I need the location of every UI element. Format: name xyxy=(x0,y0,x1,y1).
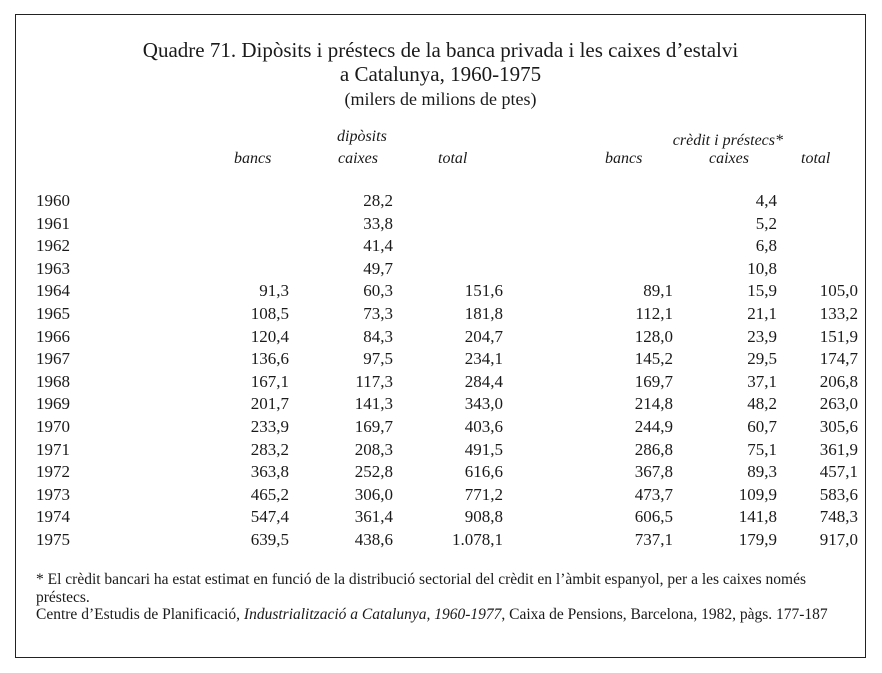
credit-savings-cell: 15,9 xyxy=(747,281,777,301)
credit-banks-cell: 244,9 xyxy=(634,416,673,436)
table-title: Quadre 71. Dipòsits i préstecs de la banca privada i les caixes d’estalvi xyxy=(142,38,739,62)
deposits-banks-cell: 465,2 xyxy=(250,484,289,504)
deposits-banks-cell: 639,5 xyxy=(250,529,289,549)
credit-banks-cell: 606,5 xyxy=(634,507,673,527)
year-cell: 1965 xyxy=(36,303,70,323)
credit-banks-cell xyxy=(503,235,673,258)
credit-savings-cell: 109,9 xyxy=(738,484,777,504)
deposits-banks-cell xyxy=(96,235,289,258)
deposits-banks-cell: 120,4 xyxy=(250,326,289,346)
deposits-total-cell: 491,5 xyxy=(464,439,503,459)
table-row xyxy=(36,416,858,439)
credit-banks-cell: 367,8 xyxy=(634,462,673,482)
credit-savings-cell: 60,7 xyxy=(747,416,777,436)
deposits-total-cell: 771,2 xyxy=(464,484,503,504)
year-cell: 1973 xyxy=(36,484,70,504)
year-cell: 1968 xyxy=(36,371,70,391)
deposits-total-cell xyxy=(393,213,503,236)
credit-savings-cell: 179,9 xyxy=(738,529,777,549)
deposits-total-cell: 403,6 xyxy=(464,416,503,436)
credit-total-cell: 457,1 xyxy=(819,462,858,482)
footnotes xyxy=(36,571,856,624)
deposits-total-cell: 343,0 xyxy=(464,394,503,414)
credit-savings-cell: 75,1 xyxy=(747,439,777,459)
table-row xyxy=(36,506,858,529)
credit-banks-cell: 286,8 xyxy=(634,439,673,459)
deposits-total-cell: 151,6 xyxy=(464,281,503,301)
table-row xyxy=(36,484,858,507)
year-cell: 1960 xyxy=(36,191,70,210)
credit-banks-cell xyxy=(503,213,673,236)
deposits-savings-cell: 117,3 xyxy=(355,371,393,391)
credit-savings-cell: 29,5 xyxy=(747,349,777,369)
deposits-total-cell: 616,6 xyxy=(464,462,503,482)
header-credit-savings: caixes xyxy=(709,150,749,167)
deposits-banks-cell: 547,4 xyxy=(250,507,289,527)
deposits-banks-cell xyxy=(96,213,289,236)
credit-savings-cell: 5,2 xyxy=(755,213,777,233)
header-deposits-total: total xyxy=(438,150,468,167)
credit-banks-cell: 737,1 xyxy=(634,529,673,549)
deposits-savings-cell: 361,4 xyxy=(354,507,393,527)
footnote-credit: * El crèdit bancari ha estat estimat en funció de la distribució sectorial del crèdit en l’àmbit espanyol, per a les caixes només préstecs. xyxy=(36,571,806,606)
credit-banks-cell: 112,1 xyxy=(635,303,673,323)
year-cell: 1970 xyxy=(36,416,70,436)
credit-banks-cell: 473,7 xyxy=(634,484,673,504)
deposits-savings-cell: 97,5 xyxy=(363,349,393,369)
credit-total-cell: 105,0 xyxy=(819,281,858,301)
credit-banks-cell: 169,7 xyxy=(634,371,673,391)
deposits-savings-cell: 49,7 xyxy=(363,258,393,278)
deposits-total-cell: 181,8 xyxy=(464,303,503,323)
deposits-total-cell: 1.078,1 xyxy=(452,529,503,549)
credit-total-cell: 748,3 xyxy=(819,507,858,527)
credit-total-cell: 917,0 xyxy=(819,529,858,549)
credit-total-cell xyxy=(777,213,858,236)
table-row xyxy=(36,461,858,484)
credit-savings-cell: 10,8 xyxy=(747,258,777,278)
deposits-banks-cell: 167,1 xyxy=(250,371,289,391)
year-cell: 1971 xyxy=(36,439,70,459)
table-row xyxy=(36,258,858,281)
year-cell: 1966 xyxy=(36,326,70,346)
deposits-total-cell: 234,1 xyxy=(464,349,503,369)
year-cell: 1964 xyxy=(36,281,70,301)
credit-savings-cell: 141,8 xyxy=(738,507,777,527)
year-cell: 1961 xyxy=(36,213,70,233)
deposits-savings-cell: 84,3 xyxy=(363,326,393,346)
deposits-savings-cell: 28,2 xyxy=(363,191,393,210)
credit-total-cell: 583,6 xyxy=(819,484,858,504)
deposits-banks-cell: 108,5 xyxy=(250,303,289,323)
deposits-banks-cell: 233,9 xyxy=(250,416,289,436)
deposits-total-cell xyxy=(393,235,503,258)
deposits-savings-cell: 60,3 xyxy=(363,281,393,301)
credit-banks-cell: 128,0 xyxy=(634,326,673,346)
table-title-line2: a Catalunya, 1960-1975 xyxy=(339,62,542,86)
deposits-banks-cell xyxy=(96,258,289,281)
deposits-savings-cell: 169,7 xyxy=(354,416,393,436)
credit-total-cell xyxy=(777,258,858,281)
credit-banks-cell: 89,1 xyxy=(643,281,673,301)
credit-banks-cell xyxy=(503,258,673,281)
table-frame xyxy=(15,14,866,658)
deposits-banks-cell xyxy=(96,190,289,213)
credit-banks-cell: 145,2 xyxy=(634,349,673,369)
deposits-savings-cell: 73,3 xyxy=(363,303,393,323)
source-note xyxy=(36,606,856,624)
table-row xyxy=(36,280,858,303)
credit-savings-cell: 21,1 xyxy=(747,303,777,323)
credit-savings-cell: 48,2 xyxy=(747,394,777,414)
deposits-total-cell xyxy=(393,190,503,213)
header-deposits-banks: bancs xyxy=(234,150,272,167)
deposits-savings-cell: 252,8 xyxy=(354,462,393,482)
deposits-savings-cell: 141,3 xyxy=(354,394,393,414)
year-cell: 1974 xyxy=(36,507,70,527)
credit-savings-cell: 6,8 xyxy=(755,236,777,256)
table-units: (milers de milions de ptes) xyxy=(344,89,537,109)
header-group-deposits: dipòsits xyxy=(337,128,387,145)
table-row xyxy=(36,190,858,213)
deposits-total-cell xyxy=(393,258,503,281)
year-cell: 1963 xyxy=(36,258,70,278)
deposits-savings-cell: 208,3 xyxy=(354,439,393,459)
source-title: Industrialització a Catalunya, 1960-1977 xyxy=(243,606,502,623)
deposits-total-cell: 908,8 xyxy=(464,507,503,527)
credit-total-cell: 263,0 xyxy=(819,394,858,414)
deposits-banks-cell: 91,3 xyxy=(259,281,289,301)
credit-savings-cell: 4,4 xyxy=(755,191,777,210)
deposits-banks-cell: 283,2 xyxy=(250,439,289,459)
credit-banks-cell: 214,8 xyxy=(634,394,673,414)
header-credit-total: total xyxy=(801,150,831,167)
year-cell: 1972 xyxy=(36,462,70,482)
header-credit-banks: bancs xyxy=(605,150,643,167)
year-cell: 1967 xyxy=(36,349,70,369)
credit-banks-cell xyxy=(503,190,673,213)
deposits-savings-cell: 33,8 xyxy=(363,213,393,233)
source-publisher: , Caixa de Pensions, Barcelona, 1982, pàgs. 177-187 xyxy=(501,606,828,623)
credit-total-cell: 174,7 xyxy=(819,349,858,369)
credit-total-cell: 305,6 xyxy=(819,416,858,436)
table-row xyxy=(36,326,858,349)
credit-savings-cell: 37,1 xyxy=(747,371,777,391)
credit-total-cell: 151,9 xyxy=(819,326,858,346)
year-cell: 1962 xyxy=(36,236,70,256)
table-row xyxy=(36,393,858,416)
table-row xyxy=(36,529,858,552)
table-row xyxy=(36,371,858,394)
source-author: Centre d’Estudis de Planificació, xyxy=(36,606,244,623)
deposits-total-cell: 204,7 xyxy=(464,326,503,346)
data-table xyxy=(36,190,858,552)
deposits-total-cell: 284,4 xyxy=(464,371,503,391)
table-row xyxy=(36,303,858,326)
table-row xyxy=(36,348,858,371)
credit-total-cell: 206,8 xyxy=(819,371,858,391)
deposits-savings-cell: 306,0 xyxy=(354,484,393,504)
deposits-banks-cell: 201,7 xyxy=(250,394,289,414)
deposits-banks-cell: 363,8 xyxy=(250,462,289,482)
credit-total-cell: 133,2 xyxy=(819,303,858,323)
credit-total-cell xyxy=(777,235,858,258)
credit-savings-cell: 89,3 xyxy=(747,462,777,482)
deposits-banks-cell: 136,6 xyxy=(250,349,289,369)
table-row xyxy=(36,213,858,236)
table-row xyxy=(36,235,858,258)
header-deposits-savings: caixes xyxy=(338,150,378,167)
credit-total-cell: 361,9 xyxy=(819,439,858,459)
deposits-savings-cell: 438,6 xyxy=(354,529,393,549)
credit-total-cell xyxy=(777,190,858,213)
year-cell: 1975 xyxy=(36,529,70,549)
credit-savings-cell: 23,9 xyxy=(747,326,777,346)
deposits-savings-cell: 41,4 xyxy=(363,236,393,256)
header-group-credit: crèdit i préstecs* xyxy=(672,132,783,149)
year-cell: 1969 xyxy=(36,394,70,414)
table-row xyxy=(36,439,858,462)
